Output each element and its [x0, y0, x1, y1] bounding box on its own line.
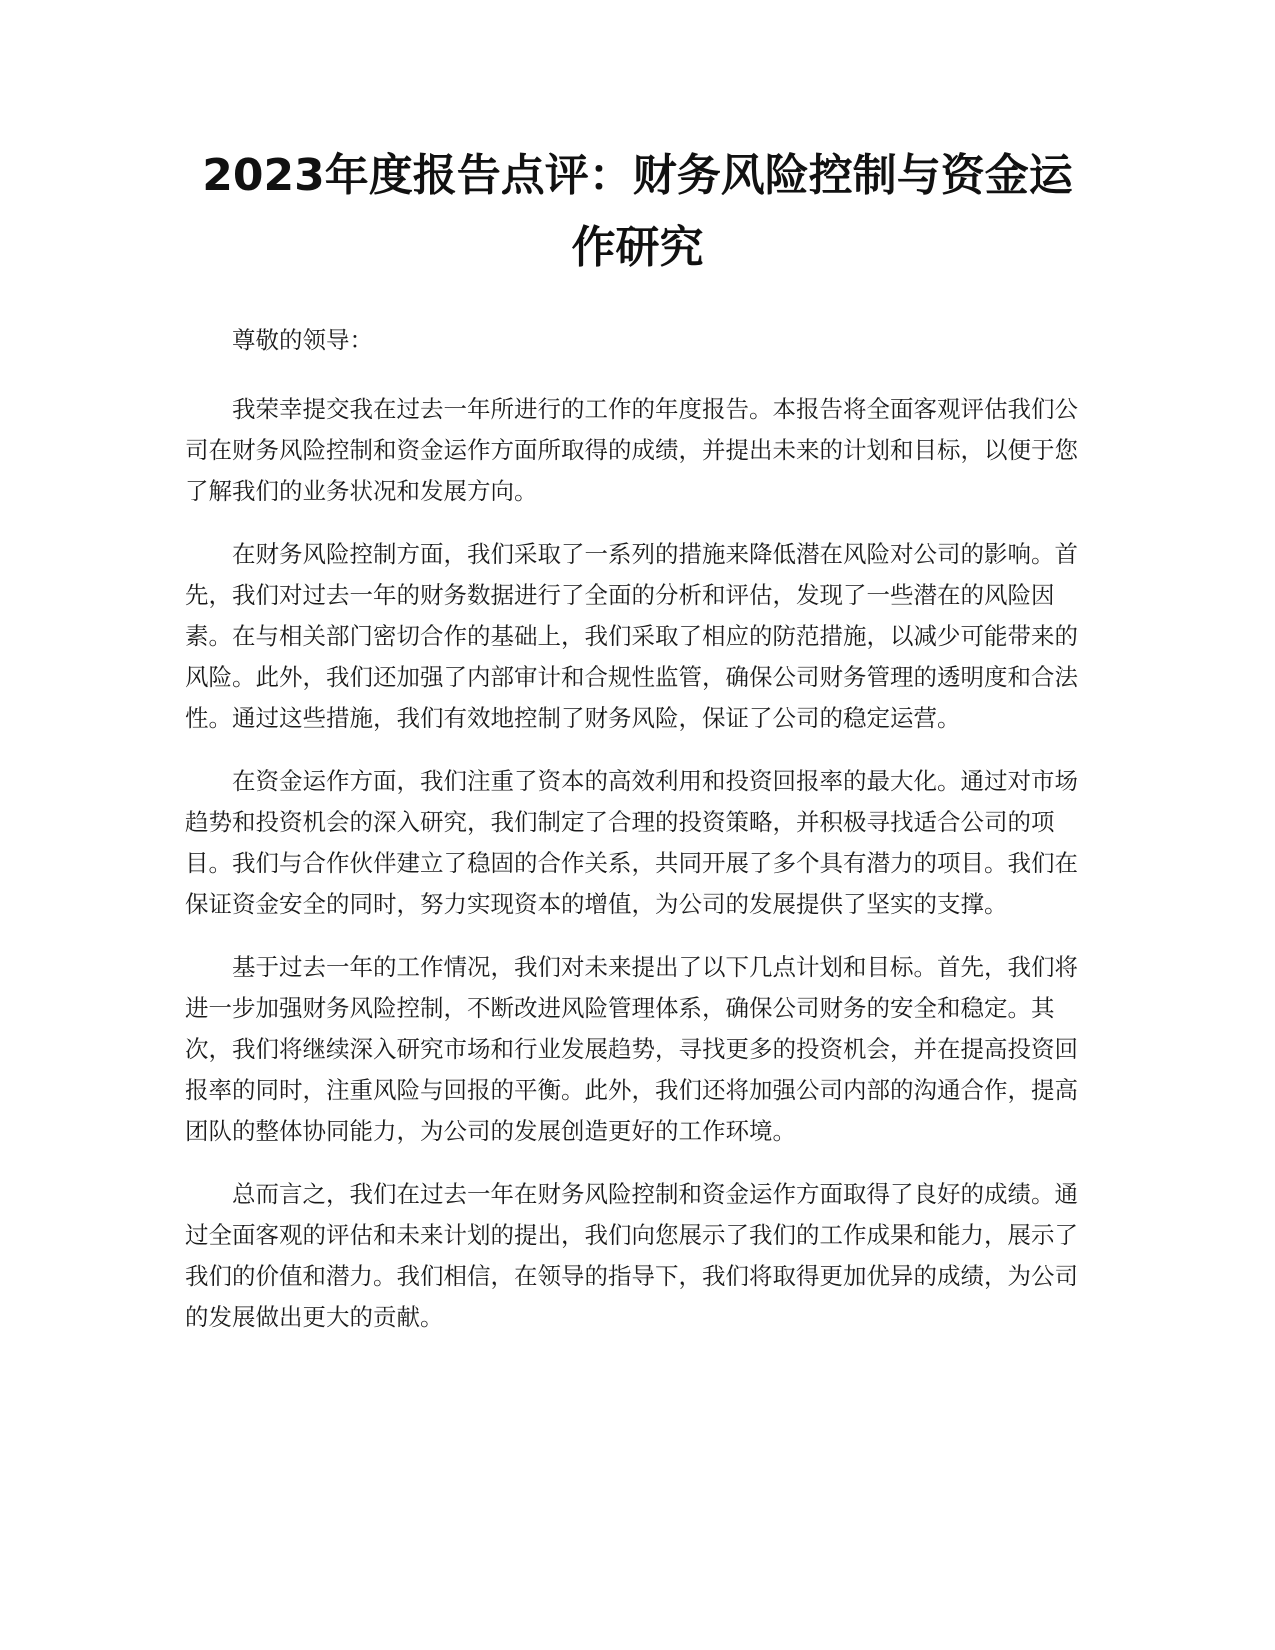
paragraph-future-plans: 基于过去一年的工作情况，我们对未来提出了以下几点计划和目标。首先，我们将进一步加强财务风险控制，不断改进风险管理体系，确保公司财务的安全和稳定。其次，我们将继续深入研究市场和行业发展趋势，寻找更多的投资机会，并在提高投资回报率的同时，注重风险与回报的平衡。此外，我们还将加强公司内部的沟通合作，提高团队的整体协同能力，为公司的发展创造更好的工作环境。	[185, 953, 1078, 1145]
paragraph-conclusion: 总而言之，我们在过去一年在财务风险控制和资金运作方面取得了良好的成绩。通过全面客观的评估和未来计划的提出，我们向您展示了我们的工作成果和能力，展示了我们的价值和潜力。我们相信，在领导的指导下，我们将取得更加优异的成绩，为公司的发展做出更大的贡献。	[185, 1180, 1078, 1331]
document-title	[150, 140, 1125, 284]
paragraph-risk-control: 在财务风险控制方面，我们采取了一系列的措施来降低潜在风险对公司的影响。首先，我们对过去一年的财务数据进行了全面的分析和评估，发现了一些潜在的风险因素。在与相关部门密切合作的基础上，我们采取了相应的防范措施，以减少可能带来的风险。此外，我们还加强了内部审计和合规性监管，确保公司财务管理的透明度和合法性。通过这些措施，我们有效地控制了财务风险，保证了公司的稳定运营。	[185, 540, 1078, 732]
title-line-2: 作研究	[571, 222, 704, 273]
title-line-1: 2023年度报告点评：财务风险控制与资金运	[202, 150, 1073, 201]
document-body	[185, 320, 1085, 1360]
paragraph-capital-operation: 在资金运作方面，我们注重了资本的高效利用和投资回报率的最大化。通过对市场趋势和投资机会的深入研究，我们制定了合理的投资策略，并积极寻找适合公司的项目。我们与合作伙伴建立了稳固的合作关系，共同开展了多个具有潜力的项目。我们在保证资金安全的同时，努力实现资本的增值，为公司的发展提供了坚实的支撑。	[185, 767, 1078, 918]
salutation: 尊敬的领导：	[232, 326, 373, 354]
paragraph-intro: 我荣幸提交我在过去一年所进行的工作的年度报告。本报告将全面客观评估我们公司在财务风险控制和资金运作方面所取得的成绩，并提出未来的计划和目标，以便于您了解我们的业务状况和发展方向。	[185, 395, 1078, 505]
